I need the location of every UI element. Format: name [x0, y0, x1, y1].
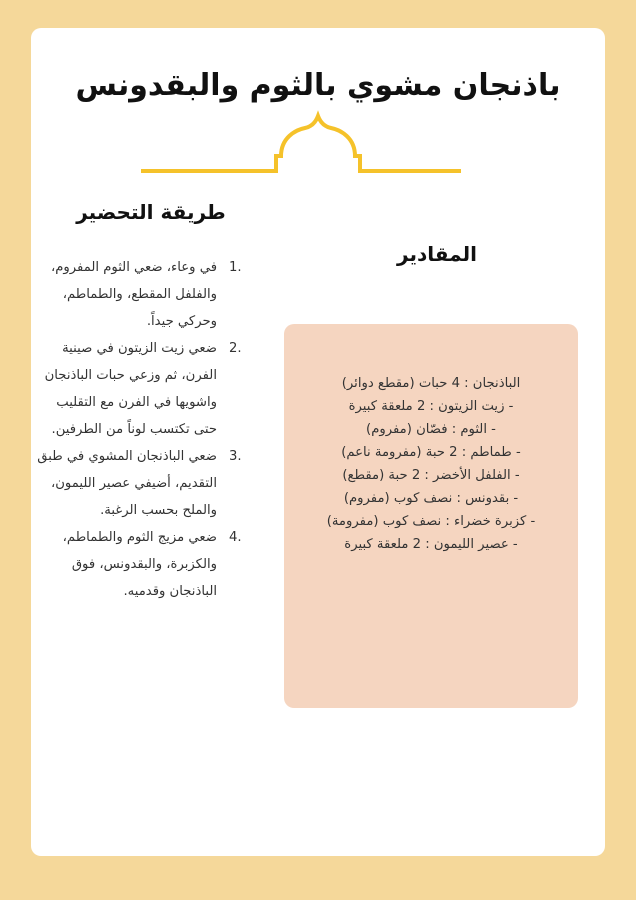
method-step	[37, 254, 253, 335]
ingredient-item: - الثوم : فصّان (مفروم)	[366, 422, 496, 437]
step-text: ضعي الباذنجان المشوي في طبق التقديم، أضيفي عصير الليمون، والملح بحسب الرغبة.	[37, 449, 217, 518]
step-text: في وعاء، ضعي الثوم المفروم، والفلفل المقطع، والطماطم، وحركي جيداً.	[50, 260, 217, 329]
ingredient-item: - طماطم : 2 حبة (مفرومة ناعم)	[341, 445, 521, 460]
ingredient-item: - عصير الليمون : 2 ملعقة كبيرة	[344, 537, 518, 552]
method-heading: طريقة التحضير	[76, 200, 226, 224]
method-step	[37, 335, 253, 443]
step-number: 2.	[229, 341, 242, 356]
method-steps-list	[37, 254, 253, 605]
step-number: 1.	[229, 260, 242, 275]
ingredient-item: - الفلفل الأخضر : 2 حبة (مقطع)	[342, 468, 520, 483]
ingredient-item: - بقدونس : نصف كوب (مفروم)	[343, 491, 519, 506]
ingredients-box	[284, 324, 578, 708]
ingredient-item: - كزبرة خضراء : نصف كوب (مفرومة)	[326, 514, 536, 529]
recipe-title: باذنجان مشوي بالثوم والبقدونس	[75, 68, 561, 103]
step-number: 4.	[229, 530, 242, 545]
dome-arch-divider-icon	[31, 108, 605, 178]
recipe-card	[31, 28, 605, 856]
ingredients-heading: المقادير	[397, 242, 477, 266]
method-step	[37, 443, 253, 524]
ingredient-item: الباذنجان : 4 حبات (مقطع دوائر)	[341, 376, 521, 391]
ingredients-list	[284, 372, 578, 556]
ingredient-item: - زيت الزيتون : 2 ملعقة كبيرة	[348, 399, 514, 414]
step-number: 3.	[229, 449, 242, 464]
step-text: ضعي زيت الزيتون في صينية الفرن، ثم وزعي حبات الباذنجان واشويها في الفرن مع التقليب حتى تكتسب لوناً من الطرفين.	[44, 341, 217, 437]
step-text: ضعي مزيج الثوم والطماطم، والكزبرة، والبقدونس، فوق الباذنجان وقدميه.	[62, 530, 217, 599]
method-step	[37, 524, 253, 605]
